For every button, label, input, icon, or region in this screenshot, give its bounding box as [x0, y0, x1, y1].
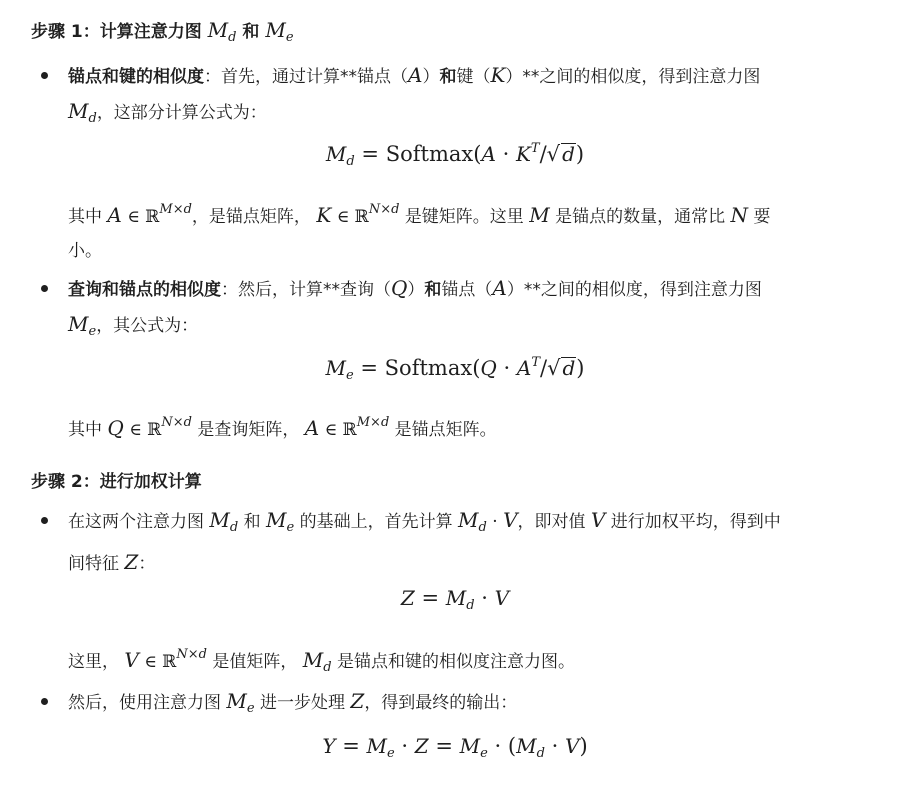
bullet2-bold: 查询和锚点的相似度 — [68, 280, 221, 300]
bullet2-text-d: ，其公式为： — [96, 316, 199, 336]
equation-me: $M_e$ = Softmax(Q · $A^T/√$ d) — [325, 355, 585, 383]
where-b: ，是锚点矩阵， — [191, 207, 311, 227]
step1-bullet1-where: 其中 A ∈ ℝ$^{M\times d}$，是锚点矩阵， K ∈ ℝ$^{N\times d}$ 是键矩阵。这里 M 是锚点的数量，通常比 N 要 小。 — [68, 202, 771, 261]
bullet1-text-b: 键（ — [456, 67, 491, 87]
bullet1-text-a: ：首先，通过计算**锚点（ — [204, 67, 408, 87]
where-c: 是锚点矩阵。 — [394, 420, 497, 440]
bullet2-and: 和 — [424, 280, 442, 300]
where-e: 要 — [753, 207, 771, 227]
math-md: $M_d$ — [207, 18, 237, 45]
bullet-dot — [41, 517, 48, 524]
s2b1-text-f: 间特征 — [68, 554, 119, 574]
bullet-dot — [41, 698, 48, 705]
bullet2-text-c: ）**之间的相似度，得到注意力图 — [506, 280, 762, 300]
step1-heading — [31, 17, 294, 45]
bullet1-and: 和 — [439, 67, 457, 87]
step2-bullet1: 在这两个注意力图 $M_d$ 和 $M_e$ 的基础上，首先计算 $M_d \cdot V$，即对值 V 进行加权平均，得到中 间特征 Z： — [68, 508, 781, 574]
where-d: 是锚点的数量，通常比 — [555, 207, 726, 227]
s2b2-text-c: ，得到最终的输出： — [364, 693, 518, 713]
bullet2-text-a: ：然后，计算**查询（ — [221, 280, 391, 300]
softmax-label: Softmax — [385, 142, 474, 166]
bullet2-text-b: 锚点（ — [441, 280, 493, 300]
where-f: 小。 — [68, 241, 102, 261]
step2-heading: 步骤 2：进行加权计算 — [31, 472, 202, 492]
bullet-dot — [41, 72, 48, 79]
s2b2-text-a: 然后，使用注意力图 — [68, 693, 221, 713]
s2b1-text-b: 和 — [243, 512, 261, 532]
s2b1-text-c: 的基础上，首先计算 — [299, 512, 453, 532]
s2b1-text-d: ，即对值 — [517, 512, 586, 532]
where-c: 是键矩阵。这里 — [404, 207, 524, 227]
bullet-dot — [41, 285, 48, 292]
step2-bullet2: 然后，使用注意力图 $M_e$ 进一步处理 Z，得到最终的输出： — [68, 689, 518, 716]
s2b1-text-e: 进行加权平均，得到中 — [610, 512, 781, 532]
equation-y: $Y = M_e \cdot Z = M_e \cdot (M_d \cdot V)$ — [322, 734, 588, 761]
s2b1-text-a: 在这两个注意力图 — [68, 512, 204, 532]
math-a: A — [408, 63, 423, 87]
equation-z: $Z = M_d \cdot V$ — [400, 586, 510, 613]
softmax-label: Softmax — [384, 356, 473, 380]
bullet1-bold: 锚点和键的相似度 — [68, 67, 204, 87]
step2-bullet1-where: 这里， V ∈ ℝ$^{N\times d}$ 是值矩阵， $M_d$ 是锚点和键的相似度注意力图。 — [68, 647, 576, 675]
s2b1-text-g: ： — [138, 554, 156, 574]
where-a: 其中 — [68, 420, 102, 440]
math-k: K — [490, 63, 506, 87]
math-me: $M_e$ — [265, 18, 294, 45]
step1-bullet2: 查询和锚点的相似度：然后，计算**查询（Q）和锚点（A）**之间的相似度，得到注意力图 $M_e$，其公式为： — [68, 276, 762, 339]
where-a: 这里， — [68, 652, 119, 672]
step1-bullet2-where: 其中 Q ∈ ℝ$^{N\times d}$ 是查询矩阵， A ∈ ℝ$^{M\times d}$ 是锚点矩阵。 — [68, 415, 497, 440]
where-b: 是值矩阵， — [212, 652, 298, 672]
bullet1-text-c: ）**之间的相似度，得到注意力图 — [505, 67, 761, 87]
where-c: 是锚点和键的相似度注意力图。 — [337, 652, 576, 672]
math-md: $M_d$ — [68, 99, 97, 126]
step1-title: 步骤 1：计算注意力图 — [31, 22, 202, 42]
step1-and: 和 — [242, 22, 260, 42]
step1-bullet1: 锚点和键的相似度：首先，通过计算**锚点（A）和键（K）**之间的相似度，得到注意力图 $M_d$，这部分计算公式为： — [68, 63, 761, 126]
where-b: 是查询矩阵， — [197, 420, 300, 440]
s2b2-text-b: 进一步处理 — [260, 693, 345, 713]
where-a: 其中 — [68, 207, 102, 227]
equation-md: $M_d$ = Softmax(A · $K^T/√$ d) — [325, 141, 585, 169]
bullet1-text-d: ，这部分计算公式为： — [96, 103, 267, 123]
